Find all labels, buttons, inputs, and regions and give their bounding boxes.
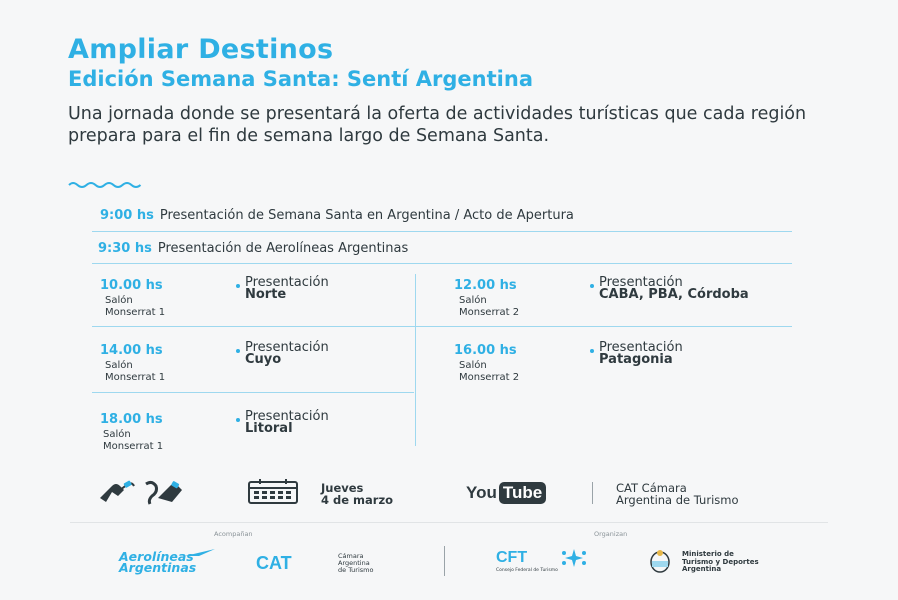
divider bbox=[92, 263, 792, 264]
divider bbox=[592, 482, 593, 504]
argentina-shield-icon bbox=[648, 549, 672, 573]
bullet-dot bbox=[590, 349, 594, 353]
schedule-text: Presentación de Aerolíneas Argentinas bbox=[157, 241, 409, 256]
schedule-text: Presentación de Semana Santa en Argentina / Acto de Apertura bbox=[159, 208, 574, 223]
bullet-dot bbox=[236, 418, 240, 422]
calendar-icon bbox=[248, 478, 298, 505]
slot-caba bbox=[454, 275, 774, 338]
page-subtitle: Edición Semana Santa: Sentí Argentina bbox=[68, 67, 533, 91]
slot-patagonia bbox=[454, 340, 774, 403]
cat-logo-text: Cámara Argentina de Turismo bbox=[338, 552, 374, 574]
ministry-logo-text: Ministerio de Turismo y Deportes Argentina bbox=[682, 550, 759, 573]
slot-litoral bbox=[100, 409, 420, 472]
sponsors-divider bbox=[444, 546, 445, 576]
slot-norte bbox=[100, 275, 420, 338]
bullet-dot bbox=[236, 349, 240, 353]
slot-time: 12.00 hs bbox=[454, 278, 517, 293]
slot-room: Salón Monserrat 1 bbox=[105, 295, 166, 318]
event-date: Jueves 4 de marzo bbox=[321, 481, 394, 507]
bullet-dot bbox=[236, 284, 240, 288]
slot-presentation: Presentación Norte bbox=[245, 275, 329, 302]
channel-name: CAT Cámara Argentina de Turismo bbox=[616, 481, 739, 507]
cft-subtitle: Consejo Federal de Turismo bbox=[496, 568, 558, 573]
intro-text: Una jornada donde se presentará la oferta de actividades turísticas que cada región prepara para el fin de semana largo de Semana Santa. bbox=[68, 104, 807, 146]
slot-time: 10.00 hs bbox=[100, 278, 163, 293]
slot-cuyo bbox=[100, 340, 420, 403]
slot-room: Salón Monserrat 2 bbox=[459, 295, 520, 318]
aerolineas-bird-icon bbox=[185, 549, 215, 557]
schedule-time: 9:30 hs bbox=[98, 241, 152, 256]
accompany-label: Acompañan bbox=[214, 530, 253, 538]
slot-presentation: Presentación CABA, PBA, Córdoba bbox=[599, 275, 749, 302]
schedule-row-aerolineas bbox=[98, 241, 798, 256]
slot-presentation: Presentación Litoral bbox=[245, 409, 329, 436]
slot-time: 14.00 hs bbox=[100, 343, 163, 358]
slot-presentation: Presentación Patagonia bbox=[599, 340, 683, 367]
schedule-time: 9:00 hs bbox=[100, 208, 154, 223]
divider bbox=[92, 231, 792, 232]
slot-room: Salón Monserrat 2 bbox=[459, 360, 520, 383]
slot-time: 16.00 hs bbox=[454, 343, 517, 358]
slot-presentation: Presentación Cuyo bbox=[245, 340, 329, 367]
footer-divider bbox=[70, 522, 828, 523]
schedule-row-opening bbox=[100, 208, 800, 223]
aerolineas-logo: Aerolíneas Argentinas bbox=[119, 549, 197, 575]
youtube-logo[interactable]: You Tube bbox=[466, 482, 546, 504]
slot-room: Salón Monserrat 1 bbox=[105, 360, 166, 383]
bullet-dot bbox=[590, 284, 594, 288]
slot-time: 18.00 hs bbox=[100, 412, 163, 427]
page-title: Ampliar Destinos bbox=[68, 34, 334, 65]
slot-room: Salón Monserrat 1 bbox=[103, 429, 164, 452]
organize-label: Organizan bbox=[594, 530, 628, 538]
cft-star-icon bbox=[559, 549, 589, 567]
sign-language-icon bbox=[98, 478, 184, 506]
wave-icon bbox=[68, 180, 144, 190]
cft-logo: CFT bbox=[496, 549, 528, 566]
cat-logo: CAT bbox=[256, 553, 292, 573]
